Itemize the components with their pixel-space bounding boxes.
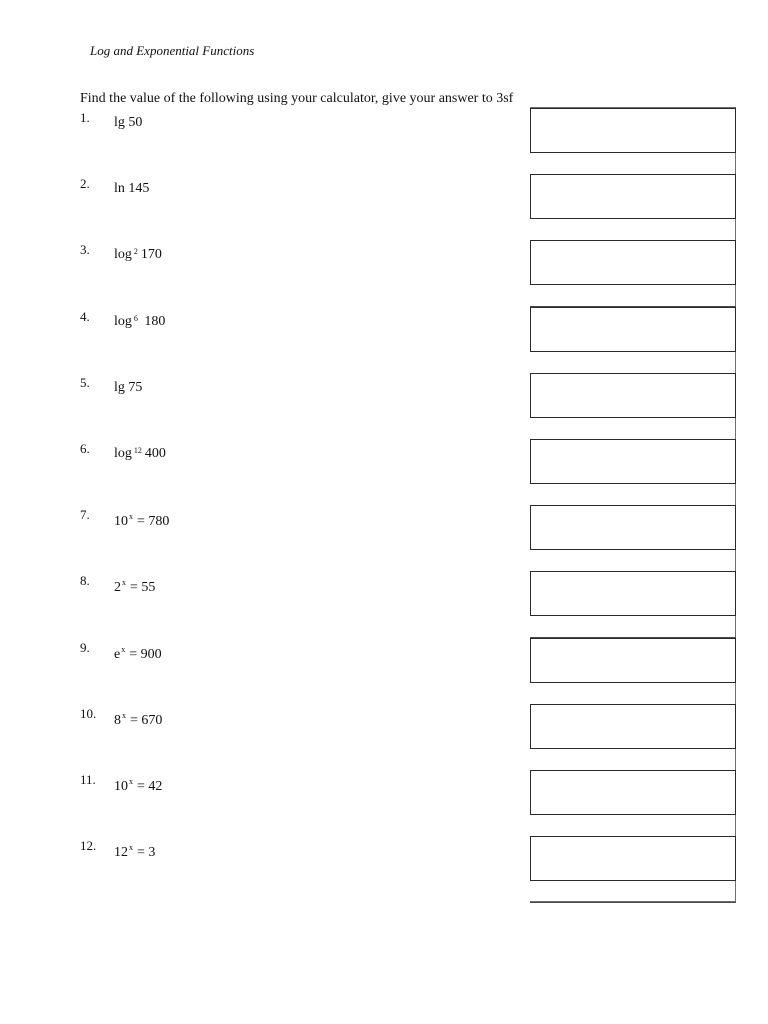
exponent: x — [129, 512, 133, 522]
question-expression — [114, 843, 155, 861]
question-expression — [114, 314, 165, 330]
log-base: 2 — [133, 247, 138, 257]
expression-text: lg 50 — [114, 115, 143, 130]
answer-box[interactable] — [530, 836, 736, 881]
instruction-text: Find the value of the following using your calculator, give your answer to 3sf — [80, 91, 514, 106]
question-expression — [114, 247, 162, 263]
expression-text: 180 — [140, 313, 166, 329]
worksheet-title: Log and Exponential Functions — [90, 43, 255, 58]
answer-box[interactable] — [530, 174, 736, 219]
answer-box[interactable] — [530, 704, 736, 749]
question-number: 5. — [80, 374, 90, 390]
exponent: x — [122, 710, 126, 720]
expression-text: = 780 — [137, 514, 170, 530]
question-expression — [114, 711, 162, 729]
question-expression — [114, 645, 162, 663]
question-number: 6. — [80, 441, 90, 456]
expression-text: = 900 — [129, 646, 162, 662]
expression-text: = 55 — [130, 580, 156, 596]
question-number: 8. — [80, 573, 90, 589]
expression-text: 400 — [144, 446, 166, 461]
answer-box[interactable] — [530, 307, 736, 352]
question-expression — [114, 115, 142, 131]
expression-text: 12 — [114, 845, 128, 861]
exponent: x — [121, 644, 126, 654]
question-number: 7. — [80, 507, 90, 523]
question-expression — [114, 181, 149, 197]
expression-text: 10 — [114, 514, 128, 530]
expression-text: log — [114, 313, 132, 329]
answer-box[interactable] — [530, 373, 736, 418]
exponent: x — [129, 843, 133, 853]
expression-text: = 3 — [137, 845, 156, 861]
exponent: x — [129, 777, 133, 786]
answer-box[interactable] — [530, 240, 736, 285]
log-base: 6 — [133, 313, 138, 323]
expression-text: = 670 — [130, 712, 163, 728]
expression-text: 10 — [114, 779, 128, 794]
question-number: 2. — [80, 176, 90, 192]
question-number: 3. — [80, 242, 90, 258]
expression-text: = 42 — [137, 779, 163, 794]
question-expression — [114, 777, 162, 795]
question-number: 1. — [80, 110, 90, 125]
answer-box[interactable] — [530, 571, 736, 616]
expression-text: 2 — [114, 580, 121, 596]
question-expression — [114, 446, 166, 462]
question-number: 9. — [80, 639, 90, 655]
expression-text: lg 75 — [114, 379, 143, 395]
log-base: 12 — [133, 446, 142, 455]
row-divider — [530, 902, 736, 903]
answer-box[interactable] — [530, 770, 736, 815]
question-number: 11. — [80, 772, 96, 787]
expression-text: 170 — [140, 247, 162, 263]
answer-box[interactable] — [530, 108, 736, 153]
answer-box[interactable] — [530, 505, 736, 550]
exponent: x — [122, 578, 126, 588]
expression-text: log — [114, 446, 132, 461]
question-expression — [114, 512, 169, 530]
question-number: 12. — [80, 838, 97, 854]
question-number: 4. — [80, 308, 90, 324]
expression-text: ln 145 — [114, 181, 150, 197]
answer-box[interactable] — [530, 638, 736, 683]
question-expression — [114, 380, 142, 396]
expression-text: 8 — [114, 712, 121, 728]
expression-text: e — [114, 646, 121, 662]
question-expression — [114, 578, 155, 596]
answer-box[interactable] — [530, 439, 736, 484]
question-number: 10. — [80, 705, 97, 721]
answer-column — [530, 107, 736, 902]
expression-text: log — [114, 247, 132, 263]
